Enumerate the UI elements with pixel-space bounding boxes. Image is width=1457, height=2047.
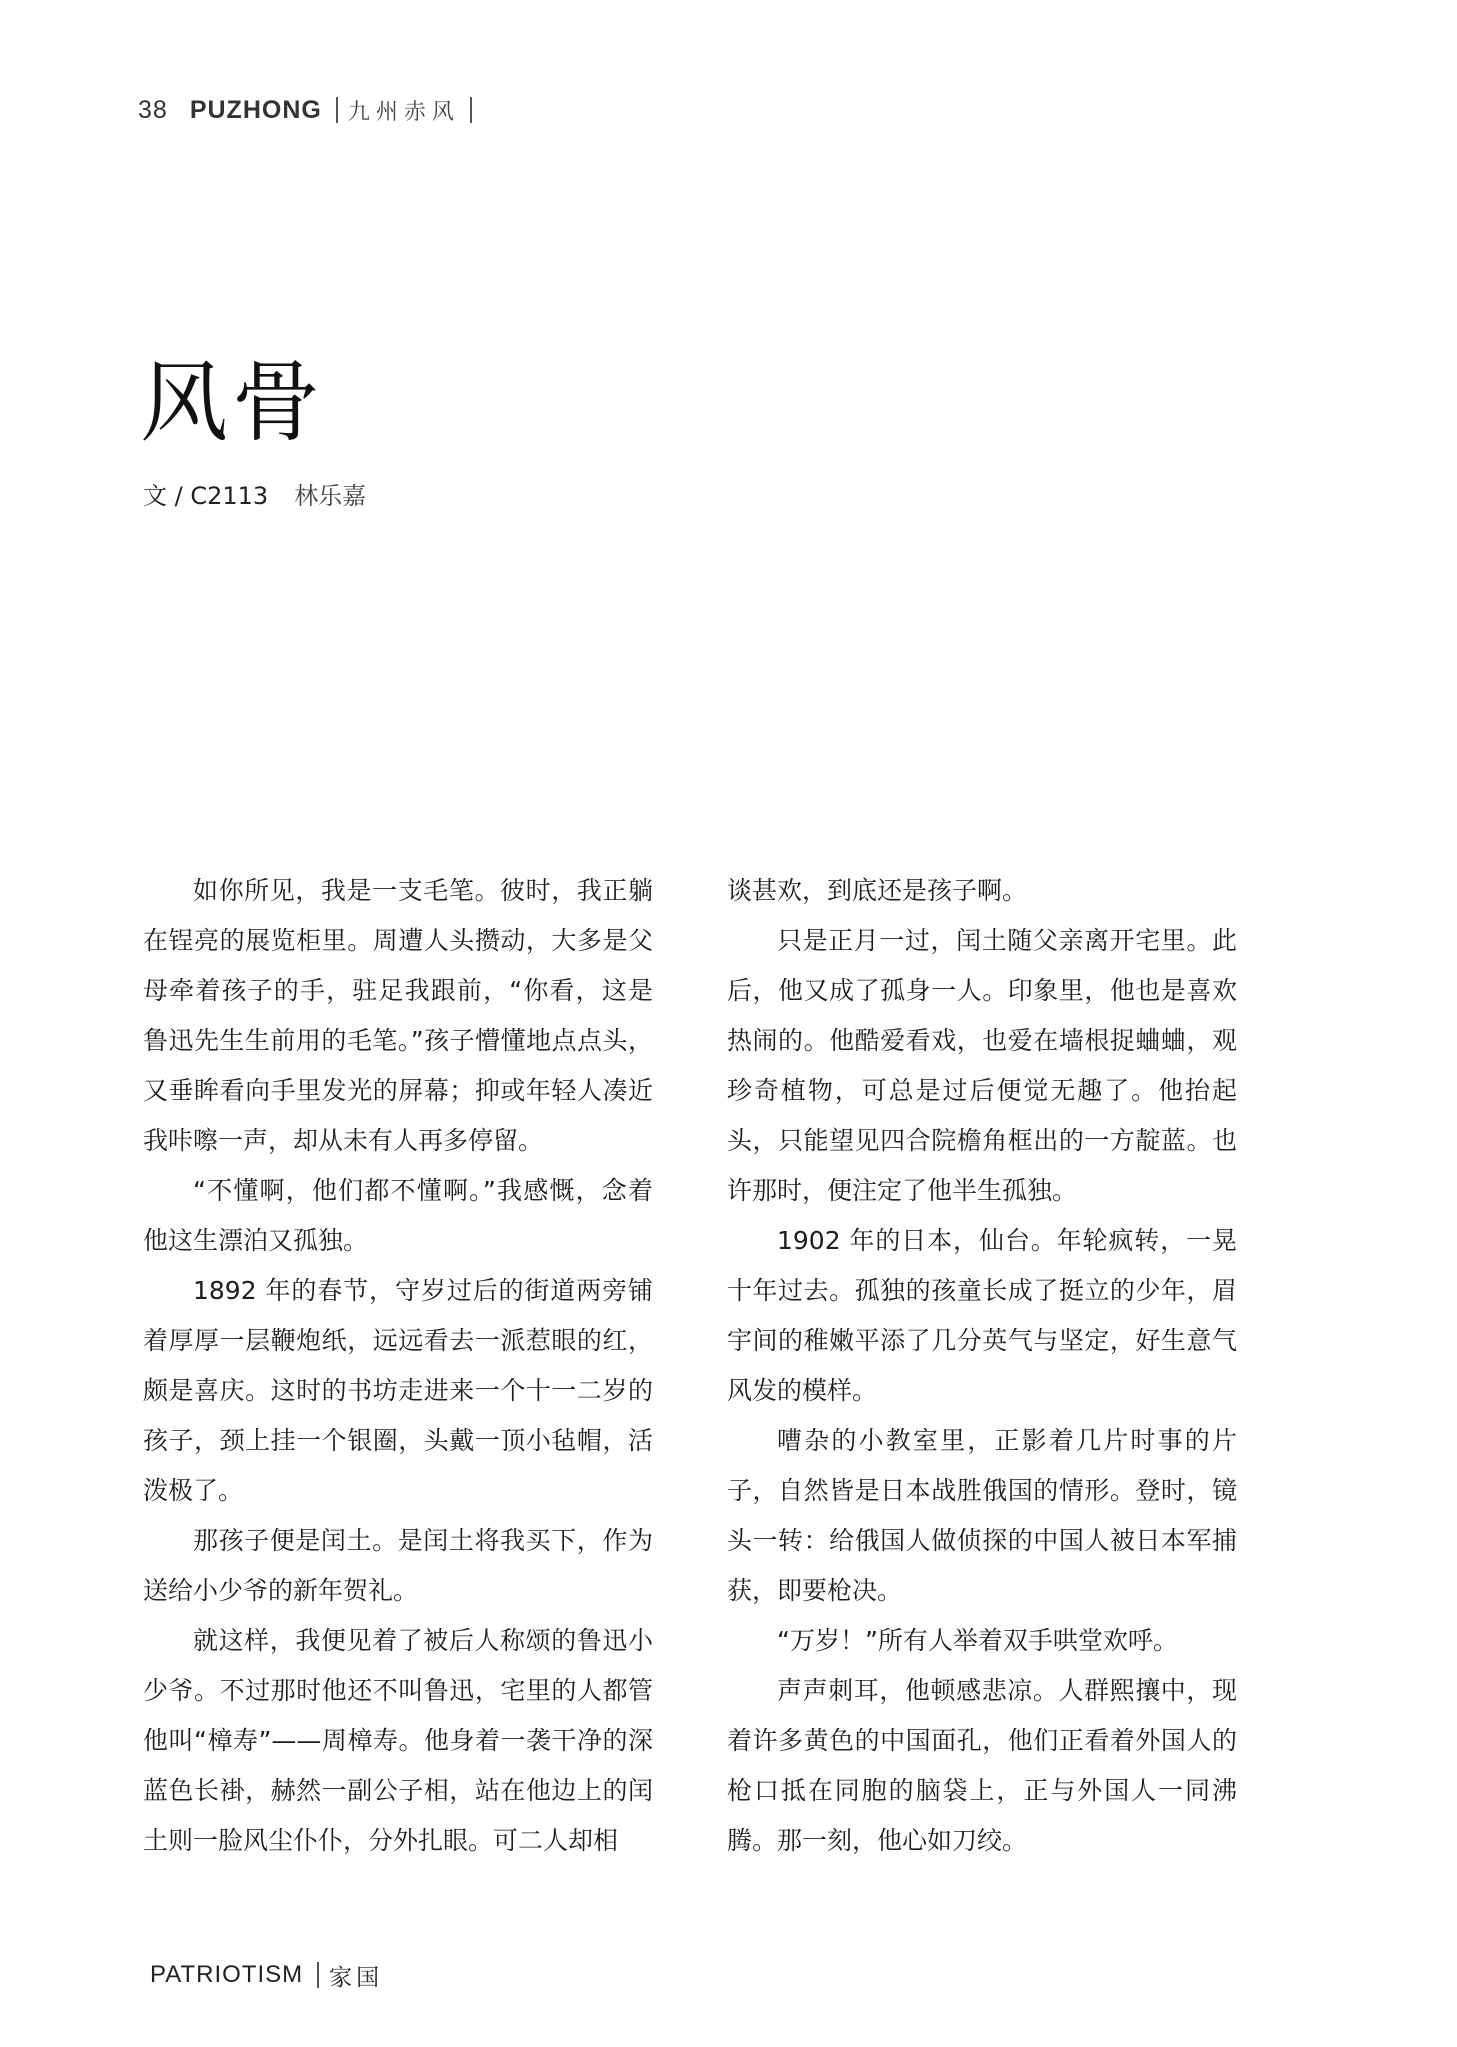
- page-header: [138, 92, 472, 128]
- magazine-brand: PUZHONG: [189, 95, 322, 124]
- header-divider-left: [336, 97, 338, 123]
- paragraph: “万岁！”所有人举着双手哄堂欢呼。: [777, 1626, 1178, 1655]
- author-name: 林乐嘉: [294, 482, 367, 510]
- byline-label: 文 / C2113: [143, 482, 269, 510]
- paragraph: 1892 年的春节，守岁过后的街道两旁铺着厚厚一层鞭炮纸，远远看去一派惹眼的红，颇是喜庆。这时的书坊走进来一个十一二岁的孩子，颈上挂一个银圈，头戴一顶小毡帽，活泼极了。: [143, 1276, 653, 1505]
- footer-section-zh: 家国: [329, 1964, 384, 1991]
- paragraph: 就这样，我便见着了被后人称颂的鲁迅小少爷。不过那时他还不叫鲁迅，宅里的人都管他叫“樟寿”——周樟寿。他身着一袭干净的深蓝色长褂，赫然一副公子相，站在他边上的闰土则一脸风尘仆仆，分外扎眼。可二人却相: [143, 1626, 653, 1855]
- page-footer: [150, 1958, 383, 1992]
- footer-divider: [317, 1962, 319, 1988]
- footer-section-en: PATRIOTISM: [150, 1961, 304, 1988]
- paragraph-continued: 谈甚欢，到底还是孩子啊。: [727, 876, 1028, 905]
- paragraph: 嘈杂的小教室里，正影着几片时事的片子，自然皆是日本战胜俄国的情形。登时，镜头一转：给俄国人做侦探的中国人被日本军捕获，即要枪决。: [727, 1426, 1237, 1605]
- paragraph: 1902 年的日本，仙台。年轮疯转，一晃十年过去。孤独的孩童长成了挺立的少年，眉宇间的稚嫩平添了几分英气与坚定，好生意气风发的模样。: [727, 1226, 1237, 1405]
- body-column-right: [727, 866, 1237, 1866]
- header-divider-right: [470, 97, 472, 123]
- byline: [143, 476, 366, 511]
- page-number: 38: [138, 95, 168, 124]
- paragraph: 声声刺耳，他顿感悲凉。人群熙攘中，现着许多黄色的中国面孔，他们正看着外国人的枪口抵在同胞的脑袋上，正与外国人一同沸腾。那一刻，他心如刀绞。: [727, 1676, 1237, 1855]
- article-title: 风骨: [140, 350, 325, 454]
- body-column-left: [143, 866, 653, 1866]
- section-name: 九州赤风: [347, 99, 460, 125]
- paragraph: 只是正月一过，闰土随父亲离开宅里。此后，他又成了孤身一人。印象里，他也是喜欢热闹的。他酷爱看戏，也爱在墙根捉蛐蛐，观珍奇植物，可总是过后便觉无趣了。他抬起头，只能望见四合院檐角框出的一方靛蓝。也许那时，便注定了他半生孤独。: [727, 926, 1237, 1205]
- paragraph: 如你所见，我是一支毛笔。彼时，我正躺在锃亮的展览柜里。周遭人头攒动，大多是父母牵着孩子的手，驻足我跟前，“你看，这是鲁迅先生生前用的毛笔。”孩子懵懂地点点头，又垂眸看向手里发光的屏幕；抑或年轻人凑近我咔嚓一声，却从未有人再多停留。: [143, 876, 653, 1155]
- paragraph: 那孩子便是闰土。是闰土将我买下，作为送给小少爷的新年贺礼。: [143, 1526, 653, 1605]
- paragraph: “不懂啊，他们都不懂啊。”我感慨，念着他这生漂泊又孤独。: [143, 1176, 653, 1255]
